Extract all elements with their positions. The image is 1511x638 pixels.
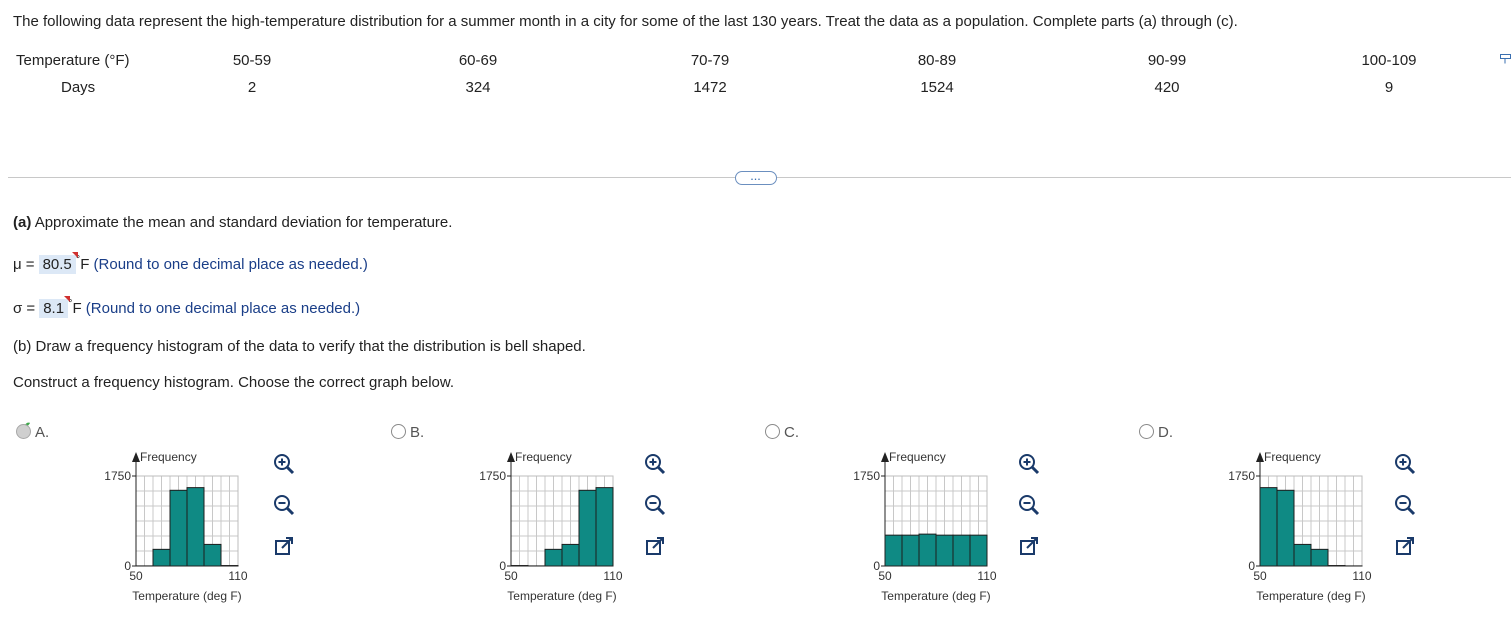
histogram-bar [153,549,170,566]
y-axis-label: Frequency [1264,450,1321,464]
histogram-bar [936,535,953,566]
x-axis-label: Temperature (deg F) [132,589,242,603]
y-axis-arrow [132,452,140,462]
x-axis-label: Temperature (deg F) [1256,589,1366,603]
open-new-window-icon[interactable] [272,534,296,558]
histogram-d-svg [1212,448,1392,610]
histogram-c-svg [837,448,1017,610]
mean-rounding-hint: (Round to one decimal place as needed.) [93,256,368,273]
table-days-cell: 324 [465,79,491,96]
zoom-in-icon[interactable] [1393,452,1417,476]
choice-d[interactable] [1139,424,1173,441]
sd-value: 8.1 [43,300,65,317]
table-class-cell: 50-59 [232,52,272,69]
table-days-cell: 9 [1384,79,1394,96]
y-tick-label: 0 [873,559,880,573]
x-axis-label: Temperature (deg F) [881,589,991,603]
mean-unit: F [80,256,90,273]
zoom-out-icon[interactable] [643,493,667,517]
histogram-bar [204,544,221,566]
histogram-bar [885,535,902,566]
answer-flag-icon [72,252,78,258]
table-row-label-temperature: Temperature (°F) [16,52,130,69]
histogram-bar [170,490,187,566]
open-new-window-icon[interactable] [1017,534,1041,558]
zoom-in-icon[interactable] [1017,452,1041,476]
zoom-out-icon[interactable] [1017,493,1041,517]
x-tick-label: 50 [1253,569,1267,583]
sd-answer-box[interactable] [39,299,68,318]
y-tick-label: 1750 [479,469,506,483]
histogram-a [88,448,268,610]
choice-a-label: A. [35,424,50,441]
x-tick-label: 50 [878,569,892,583]
zoom-out-icon[interactable] [272,493,296,517]
x-tick-label: 50 [129,569,143,583]
choice-c[interactable] [765,424,799,441]
radio-button-d[interactable] [1139,424,1154,439]
radio-button-b[interactable] [391,424,406,439]
x-axis-label: Temperature (deg F) [507,589,617,603]
show-more-button[interactable]: ... [735,171,777,185]
zoom-out-icon[interactable] [1393,493,1417,517]
x-tick-label: 110 [228,569,248,583]
histogram-bar [919,534,936,566]
y-axis-label: Frequency [140,450,197,464]
part-b-instruction: Construct a frequency histogram. Choose the correct graph below. [13,374,455,391]
zoom-in-icon[interactable] [643,452,667,476]
table-class-cell: 90-99 [1147,52,1187,69]
y-tick-label: 1750 [853,469,880,483]
histogram-bar [1260,488,1277,566]
x-tick-label: 110 [603,569,623,583]
x-tick-label: 110 [977,569,997,583]
table-class-cell: 60-69 [458,52,498,69]
x-tick-label: 50 [504,569,518,583]
x-tick-label: 110 [1352,569,1372,583]
table-days-cell: 1472 [693,79,727,96]
histogram-bar [187,488,204,566]
answer-flag-icon [64,296,70,302]
y-axis-arrow [507,452,515,462]
y-axis-label: Frequency [889,450,946,464]
y-axis-arrow [881,452,889,462]
problem-prompt: The following data represent the high-temperature distribution for a summer month in a city for some of the last 130 years. Treat the data as a population. Complete parts (a) through (c). [13,13,1238,30]
histogram-b [463,448,643,610]
choice-b-label: B. [410,424,425,441]
histogram-bar [1294,544,1311,566]
radio-button-a[interactable] [16,424,31,439]
histogram-b-svg [463,448,643,610]
sigma-symbol: σ = [13,300,36,317]
choice-b[interactable] [391,424,424,441]
histogram-a-svg [88,448,268,610]
mean-answer-box[interactable] [39,255,76,274]
open-new-window-icon[interactable] [643,534,667,558]
open-new-window-icon[interactable] [1393,534,1417,558]
table-class-cell: 70-79 [690,52,730,69]
part-b-heading: (b) Draw a frequency histogram of the data to verify that the distribution is bell shaped. [13,338,586,355]
sd-rounding-hint: (Round to one decimal place as needed.) [85,300,361,317]
copy-to-clipboard-icon[interactable] [1500,54,1511,64]
table-row-label-days: Days [61,79,96,96]
histogram-bar [1311,549,1328,566]
table-days-cell: 1524 [920,79,954,96]
y-tick-label: 0 [124,559,131,573]
mean-value: 80.5 [42,256,72,273]
radio-button-c[interactable] [765,424,780,439]
y-tick-label: 0 [499,559,506,573]
table-class-cell: 80-89 [917,52,957,69]
sd-unit: F [72,300,82,317]
part-a-text: Approximate the mean and standard deviation for temperature. [34,214,453,231]
part-a-heading: (a) Approximate the mean and standard deviation for temperature. [13,214,453,231]
table-class-cell: 100-109 [1361,52,1417,69]
mu-symbol: μ = [13,256,35,273]
y-tick-label: 0 [1248,559,1255,573]
histogram-c [837,448,1017,610]
histogram-bar [953,535,970,566]
histogram-d [1212,448,1392,610]
histogram-bar [596,488,613,566]
y-axis-arrow [1256,452,1264,462]
histogram-bar [1277,490,1294,566]
histogram-bar [579,490,596,566]
mean-answer-line: μ = 80.5 °F (Round to one decimal place as needed.) [13,254,368,273]
choice-a[interactable] [16,424,49,441]
y-tick-label: 1750 [1228,469,1255,483]
table-days-cell: 420 [1154,79,1180,96]
zoom-in-icon[interactable] [272,452,296,476]
histogram-bar [562,544,579,566]
choice-d-label: D. [1158,424,1173,441]
histogram-bar [970,535,987,566]
histogram-bar [902,535,919,566]
table-days-cell: 2 [247,79,257,96]
y-tick-label: 1750 [104,469,131,483]
choice-c-label: C. [784,424,799,441]
y-axis-label: Frequency [515,450,572,464]
histogram-bar [545,549,562,566]
sd-answer-line: σ = 8.1 °F (Round to one decimal place as needed.) [13,298,361,317]
